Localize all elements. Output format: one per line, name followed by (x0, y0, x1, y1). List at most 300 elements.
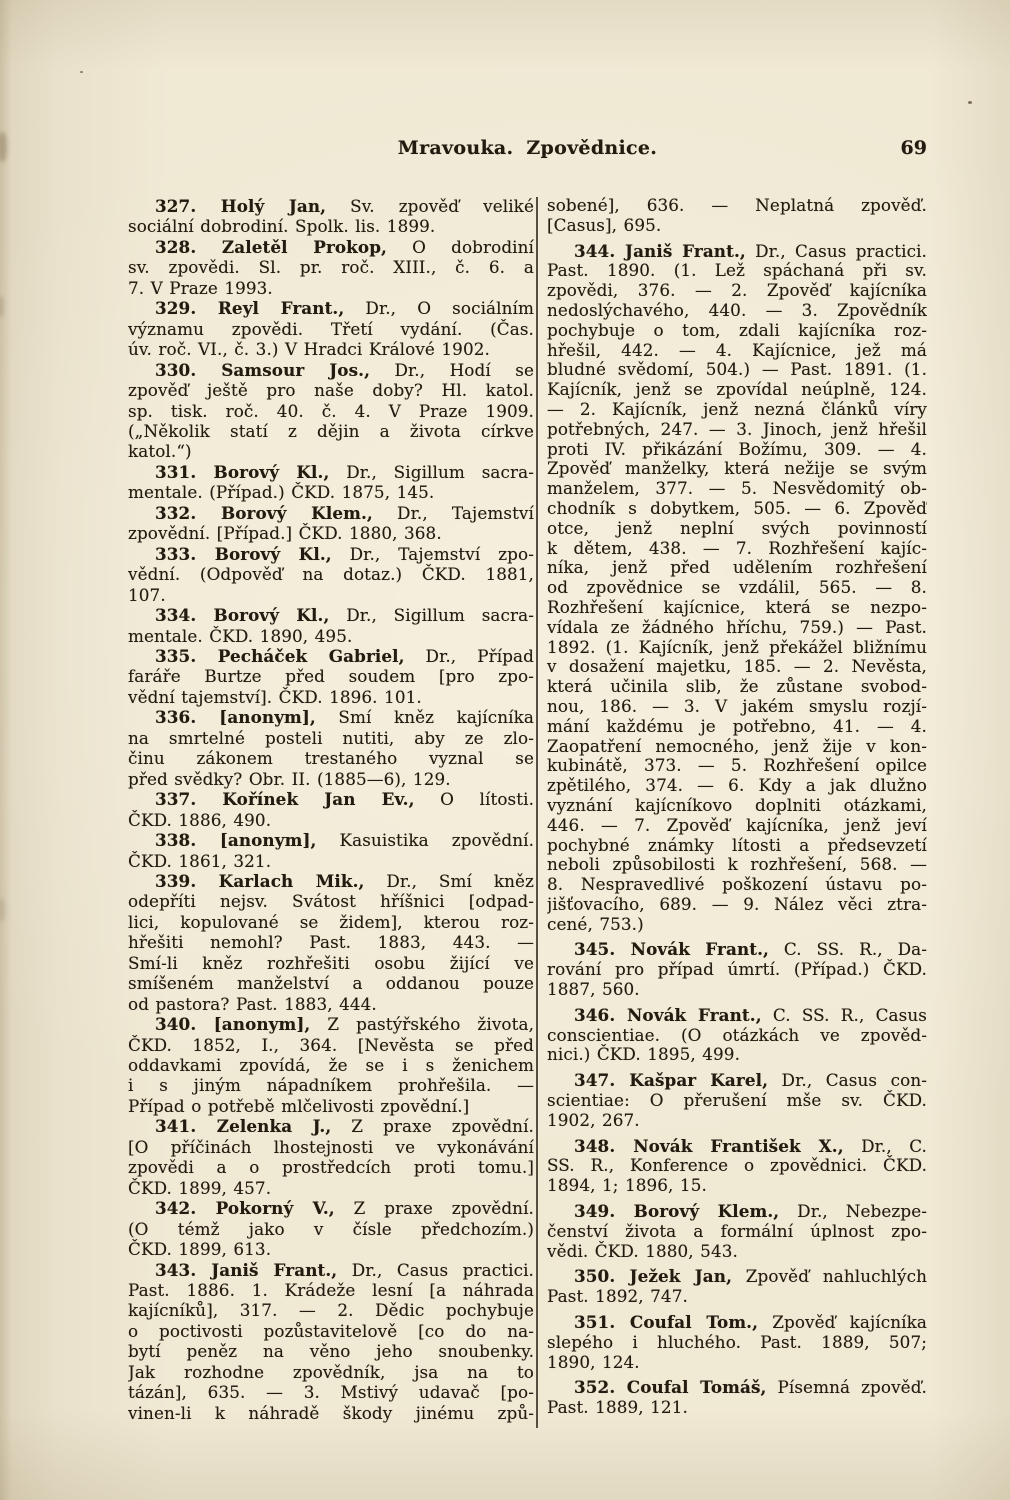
entry-line (547, 301, 927, 321)
entry-line (128, 1157, 534, 1177)
binding-smudge (0, 132, 7, 162)
text-run: Dr., Hodí se (370, 359, 534, 380)
bib-entry-352 (547, 1378, 927, 1418)
entry-line (547, 360, 927, 380)
text-run: bytí peněz na věno jeho snoubenky. (128, 1341, 534, 1362)
text-run: Dr., Sigillum sacra- (329, 461, 534, 482)
text-run: katol.“) (128, 441, 192, 462)
entry-line (547, 479, 927, 499)
author-lead: 336. [anonym], (155, 707, 316, 728)
author-lead: 344. Janiš Frant., (574, 240, 746, 261)
entry-line (547, 420, 927, 440)
entry-line (547, 216, 927, 236)
text-run: Zpověď manželky, která nežije se svým (547, 458, 927, 479)
entry-line (128, 462, 534, 482)
entry-line (547, 1222, 927, 1242)
text-run: faráře Burtze před soudem [pro zpo- (128, 666, 534, 687)
entry-line (547, 1071, 927, 1091)
text-run: smíšeném manželství a oddanou pouze (128, 973, 534, 994)
author-lead: 337. Kořínek Jan Ev., (155, 789, 415, 810)
entry-line (128, 912, 534, 932)
author-lead: 331. Borový Kl., (155, 461, 330, 482)
entry-line (547, 638, 927, 658)
text-run: Past. 1886. 1. Krádeže lesní [a náhrada (128, 1280, 534, 1301)
entry-line (547, 1398, 927, 1418)
entry-line (128, 810, 534, 830)
entry-line (128, 1035, 534, 1055)
text-run: Past. 1890. (1. Lež spáchaná při sv. (547, 260, 927, 281)
author-lead: 339. Karlach Mik., (155, 870, 365, 891)
bib-entry-347 (547, 1071, 927, 1130)
text-run: na smrtelné posteli nutiti, aby ze zlo- (128, 727, 534, 748)
text-run: rování pro případ úmrtí. (Případ.) ČKD. (547, 959, 927, 980)
text-run: Zpověď nahluchlých (732, 1266, 927, 1287)
entry-line (547, 960, 927, 980)
entry-line (547, 459, 927, 479)
author-lead: 351. Coufal Tom., (574, 1312, 759, 1333)
entry-line (128, 1116, 534, 1136)
entry-line (128, 1403, 534, 1423)
text-run: Jak rozhodne zpovědník, jsa na to (128, 1361, 534, 1382)
text-run: C. SS. R., Casus (761, 1004, 927, 1025)
entry-line (547, 1045, 927, 1065)
entry-line (547, 1353, 927, 1373)
text-run: [O příčinách lhostejnosti ve vykonávání (128, 1136, 534, 1157)
entry-line (128, 1178, 534, 1198)
author-lead: 352. Coufal Tomáš, (574, 1377, 767, 1398)
text-run: cené, 753.) (547, 913, 644, 934)
entry-line (547, 717, 927, 737)
text-run: (O témž jako v čísle předchozím.) (128, 1218, 534, 1239)
author-lead: 349. Borový Klem., (574, 1201, 780, 1222)
entry-line (128, 196, 534, 216)
text-run: činu zákonem trestaného vyznal se (128, 748, 534, 769)
text-run: zpovědní. [Případ.] ČKD. 1880, 368. (128, 523, 442, 544)
text-run: úv. roč. VI., č. 3.) V Hradci Králové 1902. (128, 339, 490, 360)
text-run: neboli způsobilosti k rozhřešení, 568. — (547, 854, 927, 875)
entry-line (547, 657, 927, 677)
text-run: od pastora? Past. 1883, 444. (128, 993, 377, 1014)
text-run: mání každému je potřebno, 41. — 4. (547, 715, 927, 736)
entry-line (128, 666, 534, 686)
bib-entry-333 (128, 544, 534, 605)
bib-entry-332 (128, 503, 534, 544)
text-run: 446. — 7. Zpověď kajícníka, jenž jeví (547, 814, 927, 835)
entry-line (547, 519, 927, 539)
text-run: čenství života a formální úplnost zpo- (547, 1220, 927, 1241)
bib-entry-343 (128, 1260, 534, 1424)
entry-line (128, 1055, 534, 1075)
entry-line (128, 421, 534, 441)
author-lead: 342. Pokorný V., (155, 1198, 335, 1219)
text-run: významu zpovědi. Třetí vydání. (Čas. (128, 318, 534, 339)
entry-line (128, 707, 534, 727)
entry-line (547, 980, 927, 1000)
entry-line (128, 891, 534, 911)
author-lead: 327. Holý Jan, (155, 196, 327, 216)
entry-line (547, 1176, 927, 1196)
text-run: sv. zpovědi. Sl. pr. roč. XIII., č. 6. a (128, 257, 534, 278)
entry-line (547, 1242, 927, 1262)
entry-line (128, 1137, 534, 1157)
text-run: Smí-li kněz rozhřešiti osobu žijící ve (128, 952, 534, 973)
entry-line (547, 321, 927, 341)
entry-line (128, 1014, 534, 1034)
author-lead: 345. Novák Frant., (574, 939, 769, 960)
text-run: před svědky? Obr. II. (1885—6), 129. (128, 768, 451, 789)
entry-line (128, 1239, 534, 1259)
text-run: zpověď ještě pro naše doby? Hl. katol. (128, 380, 534, 401)
text-run: Dr., Nebezpe- (779, 1201, 927, 1222)
entry-line (547, 875, 927, 895)
bib-entry-331 (128, 462, 534, 503)
text-run: bludné svědomí, 504.) — Past. 1891. (1. (547, 359, 927, 380)
entry-line (547, 1287, 927, 1307)
entry-line (128, 851, 534, 871)
entry-line (128, 871, 534, 891)
entry-line (547, 341, 927, 361)
entry-line (128, 1280, 534, 1300)
text-run: — 2. Kajícník, jenž nezná článků víry (547, 398, 927, 419)
text-run: Dr., Smí kněz (364, 870, 534, 891)
bib-entry-329 (128, 298, 534, 359)
entry-line (128, 298, 534, 318)
author-lead: 338. [anonym], (155, 830, 317, 851)
text-run: Z praxe zpovědní. (334, 1198, 534, 1219)
entry-line (128, 1300, 534, 1320)
text-run: ČKD. 1899, 613. (128, 1239, 272, 1260)
entry-line (547, 281, 927, 301)
binding-smudge (0, 296, 4, 318)
author-lead: 340. [anonym], (155, 1014, 311, 1035)
entry-line (128, 278, 534, 298)
text-run: ČKD. 1886, 490. (128, 809, 272, 830)
bib-entry-337 (128, 789, 534, 830)
text-run: Z praxe zpovědní. (331, 1116, 534, 1137)
entry-line (128, 830, 534, 850)
text-run: otce, jenž neplní svých povinností (547, 517, 927, 538)
entry-line (547, 1202, 927, 1222)
entry-line (547, 578, 927, 598)
text-run: Kajícník, jenž se zpovídal neúplně, 124. (547, 379, 927, 400)
entry-line (547, 1333, 927, 1353)
text-run: k dětem, 438. — 7. Rozhřešení kajíc- (547, 537, 927, 558)
entry-line (128, 482, 534, 502)
text-run: hřešil, 442. — 4. Kajícnice, jež má (547, 339, 927, 360)
entry-line (128, 1219, 534, 1239)
author-lead: 332. Borový Klem., (155, 502, 373, 523)
entry-line (128, 1198, 534, 1218)
entry-line (128, 687, 534, 707)
text-run: manželem, 377. — 5. Nesvědomitý ob- (547, 478, 927, 499)
author-lead: 348. Novák František X., (574, 1135, 844, 1156)
entry-line (128, 1382, 534, 1402)
entry-line (128, 441, 534, 461)
right-column (547, 196, 927, 1436)
text-run: Past. 1892, 747. (547, 1286, 688, 1307)
entry-line (547, 558, 927, 578)
bib-entry-340 (128, 1014, 534, 1116)
bib-entry-350 (547, 1267, 927, 1307)
author-lead: 328. Zaletěl Prokop, (155, 236, 387, 257)
text-run: Kasuistika zpovědní. (316, 830, 534, 851)
entry-line (547, 836, 927, 856)
text-run: sp. tisk. roč. 40. č. 4. V Praze 1909. (128, 400, 534, 421)
entry-line (547, 1156, 927, 1176)
entry-line (128, 523, 534, 543)
bib-entry-336 (128, 707, 534, 789)
text-run: chodník s dobytkem, 505. — 6. Zpověď (547, 497, 927, 518)
entry-line (547, 940, 927, 960)
running-header (128, 137, 927, 159)
bib-entry-351 (547, 1313, 927, 1372)
entry-line (128, 401, 534, 421)
bib-entry-342 (128, 1198, 534, 1259)
entry-line (547, 539, 927, 559)
entry-line (547, 196, 927, 216)
text-run: („Několik statí z dějin a života církve (128, 420, 534, 441)
text-run: Smí kněz kajícníka (315, 707, 534, 728)
text-run: vědi. ČKD. 1880, 543. (547, 1240, 738, 1261)
text-run: [Casus], 695. (547, 214, 662, 235)
text-run: hřešiti nemohl? Past. 1883, 443. — (128, 932, 534, 953)
entry-line (547, 796, 927, 816)
bib-entry-continuation (547, 196, 927, 236)
text-run: nou, 186. — 3. V jakém smyslu rozjí- (547, 695, 927, 716)
bib-entry-330 (128, 360, 534, 462)
text-run: sobené], 636. — Neplatná zpověď. (547, 196, 927, 215)
text-run: nici.) ČKD. 1895, 499. (547, 1044, 740, 1065)
text-run: Dr., Tajemství zpo- (331, 543, 534, 564)
text-run: i s jiným nápadníkem prohřešila. — (128, 1075, 534, 1096)
text-run: Případ o potřebě mlčelivosti zpovědní.] (128, 1095, 470, 1116)
text-run: která učinila slib, že zůstane svobod- (547, 676, 927, 697)
entry-line (547, 440, 927, 460)
entry-line (128, 380, 534, 400)
text-run: Dr., Casus con- (768, 1070, 927, 1091)
entry-line (547, 1137, 927, 1157)
entry-line (547, 261, 927, 281)
text-run: mentale. ČKD. 1890, 495. (128, 625, 353, 646)
text-run: mentale. (Případ.) ČKD. 1875, 145. (128, 482, 435, 503)
entry-line (547, 400, 927, 420)
entry-line (128, 973, 534, 993)
entry-line (128, 1362, 534, 1382)
text-run: Zpověď kajícníka (758, 1312, 927, 1333)
binding-smudge (0, 898, 5, 922)
text-run: pochybné známky lítosti a předsevzetí (547, 834, 927, 855)
text-run: 1890, 124. (547, 1351, 640, 1372)
text-run: 1902, 267. (547, 1109, 640, 1130)
author-lead: 347. Kašpar Karel, (574, 1070, 769, 1091)
text-run: slepého i hluchého. Past. 1889, 507; (547, 1331, 927, 1352)
author-lead: 350. Ježek Jan, (574, 1266, 733, 1287)
entry-line (128, 564, 534, 584)
entry-line (128, 953, 534, 973)
text-run: od zpovědnice se vzdálil, 565. — 8. (547, 577, 927, 598)
text-run: Sv. zpověď veliké (326, 196, 534, 216)
text-run: o poctivosti pozůstavitelově [co do na- (128, 1320, 534, 1341)
text-run: vinen-li k náhradě škody jinému způ- (128, 1402, 534, 1423)
entry-line (547, 1313, 927, 1333)
entry-line (547, 915, 927, 935)
entry-line (547, 895, 927, 915)
bib-entry-338 (128, 830, 534, 871)
entry-line (128, 585, 534, 605)
text-run: zpovědi, 376. — 2. Zpověď kajícníka (547, 280, 927, 301)
author-lead: 330. Samsour Jos., (155, 359, 371, 380)
entry-line (128, 1260, 534, 1280)
text-run: vědní tajemství]. ČKD. 1896. 101. (128, 686, 422, 707)
entry-line (128, 748, 534, 768)
entry-line (128, 769, 534, 789)
author-lead: 335. Pecháček Gabriel, (155, 645, 405, 666)
bib-entry-341 (128, 1116, 534, 1198)
author-lead: 334. Borový Kl., (155, 605, 330, 626)
entry-line (128, 1321, 534, 1341)
entry-line (128, 728, 534, 748)
text-run: kajícníků], 317. — 2. Dědic pochybuje (128, 1300, 534, 1321)
bib-entry-335 (128, 646, 534, 707)
column-divider-rule (536, 197, 538, 1428)
bib-entry-349 (547, 1202, 927, 1261)
text-run: ČKD. 1852, I., 364. [Nevěsta se před (128, 1034, 534, 1055)
entry-line (547, 1026, 927, 1046)
text-run: níka, jenž před udělením rozhřešení (547, 557, 927, 578)
author-lead: 343. Janiš Frant., (155, 1259, 338, 1280)
entry-line (128, 789, 534, 809)
entry-line (547, 598, 927, 618)
entry-line (128, 1341, 534, 1361)
entry-line (547, 855, 927, 875)
entry-line (547, 1091, 927, 1111)
entry-line (128, 932, 534, 952)
entry-line (128, 544, 534, 564)
text-run: scientiae: O přerušení mše sv. ČKD. (547, 1090, 927, 1111)
entry-line (547, 816, 927, 836)
author-lead: 346. Novák Frant., (574, 1004, 762, 1025)
entry-line (128, 237, 534, 257)
text-run: conscientiae. (O otázkách ve zpověd- (547, 1024, 927, 1045)
text-run: 8. Nespravedlivé poškození ústavu po- (547, 874, 927, 895)
bib-entry-339 (128, 871, 534, 1014)
text-run: sociální dobrodiní. Spolk. lis. 1899. (128, 216, 436, 237)
text-run: proti IV. přikázání Božímu, 309. — 4. (547, 438, 927, 459)
text-run: O dobrodiní (386, 236, 534, 257)
text-run: kubinátě, 373. — 5. Rozhřešení opilce (547, 755, 927, 776)
text-run: zpovědi a o prostředcích proti tomu.] (128, 1157, 534, 1178)
text-run: oddavkami zpovídá, že se i s ženichem (128, 1055, 534, 1076)
entry-line (128, 319, 534, 339)
author-lead: 333. Borový Kl., (155, 543, 332, 564)
text-run: v dosažení majetku, 185. — 2. Nevěsta, (547, 656, 927, 677)
text-run: vědní. (Odpověď na dotaz.) ČKD. 1881, (128, 564, 534, 585)
entry-line (128, 994, 534, 1014)
entry-line (547, 1006, 927, 1026)
text-run: SS. R., Konference o zpovědnici. ČKD. (547, 1155, 927, 1176)
page-number: 69 (900, 137, 927, 159)
text-run: vídala ze žádného hříchu, 759.) — Past. (547, 616, 927, 637)
text-run: Z pastýřského života, (310, 1014, 534, 1035)
entry-line (547, 618, 927, 638)
text-run: C. SS. R., Da- (768, 939, 927, 960)
text-run: Past. 1889, 121. (547, 1397, 688, 1418)
entry-line (547, 1267, 927, 1287)
bib-entry-348 (547, 1137, 927, 1196)
bib-entry-346 (547, 1006, 927, 1065)
entry-line (128, 605, 534, 625)
text-run: Dr., Případ (404, 645, 534, 666)
entry-line (547, 1378, 927, 1398)
bib-entry-345 (547, 940, 927, 999)
text-run: pochybuje o tom, zdali kajícníka roz- (547, 319, 927, 340)
entry-line (547, 242, 927, 262)
text-run: Rozhřešení kajícnice, která se nezpo- (547, 596, 927, 617)
bib-entry-334 (128, 605, 534, 646)
entry-line (547, 737, 927, 757)
entry-line (547, 380, 927, 400)
text-run: Dr., Casus practici. (745, 240, 927, 261)
text-run: jišťovacího, 689. — 9. Nález věci ztra- (547, 893, 927, 914)
entry-line (128, 646, 534, 666)
text-run: Zaopatření nemocného, jenž žije v kon- (547, 735, 927, 756)
entry-line (128, 360, 534, 380)
ink-speck (80, 71, 83, 73)
entry-line (547, 756, 927, 776)
text-run: zpětilého, 374. — 6. Kdy a jak dlužno (547, 775, 927, 796)
author-lead: 329. Reyl Frant., (155, 298, 345, 319)
chapter-heading: Mravouka. Zpovědnice. (397, 137, 658, 159)
entry-line (547, 1111, 927, 1131)
text-run: 1894, 1; 1896, 15. (547, 1175, 707, 1196)
entry-line (128, 1075, 534, 1095)
left-column (128, 196, 534, 1436)
text-run: ČKD. 1861, 321. (128, 850, 272, 871)
text-run: nedoslýchavého, 440. — 3. Zpovědník (547, 299, 927, 320)
entry-line (128, 216, 534, 236)
text-run: potřebných, 247. — 3. Jinoch, jenž hřešil (547, 418, 927, 439)
entry-line (128, 1096, 534, 1116)
entry-line (128, 339, 534, 359)
entry-line (128, 626, 534, 646)
text-run: tázán], 635. — 3. Mstivý udavač [po- (128, 1382, 534, 1403)
text-run: ČKD. 1899, 457. (128, 1177, 272, 1198)
ink-speck (968, 101, 972, 104)
text-run: O lítosti. (414, 789, 534, 810)
text-run: lici, kopulované se židem], kterou roz- (128, 911, 534, 932)
text-run: Dr., C. (843, 1135, 927, 1156)
text-run: Dr., Casus practici. (337, 1259, 534, 1280)
text-run: vyznání kajícníkovo doplniti otázkami, (547, 794, 927, 815)
bib-entry-344 (547, 242, 927, 935)
author-lead: 341. Zelenka J., (155, 1116, 332, 1137)
entry-line (547, 499, 927, 519)
text-run: odepříti nejsv. Svátost hříšnici [odpad- (128, 891, 534, 912)
bib-entry-327 (128, 196, 534, 237)
text-run: 1887, 560. (547, 979, 640, 1000)
text-run: 7. V Praze 1993. (128, 277, 273, 298)
text-run: Dr., O sociálním (344, 298, 534, 319)
text-run: Písemná zpověď. (766, 1377, 927, 1398)
entry-line (547, 776, 927, 796)
entry-line (547, 677, 927, 697)
text-run: 1892. (1. Kajícník, jenž překážel bližnímu (547, 636, 927, 657)
entry-line (128, 503, 534, 523)
entry-line (128, 257, 534, 277)
text-run: 107. (128, 584, 166, 605)
entry-line (547, 697, 927, 717)
text-run: Dr., Tajemství (372, 502, 534, 523)
